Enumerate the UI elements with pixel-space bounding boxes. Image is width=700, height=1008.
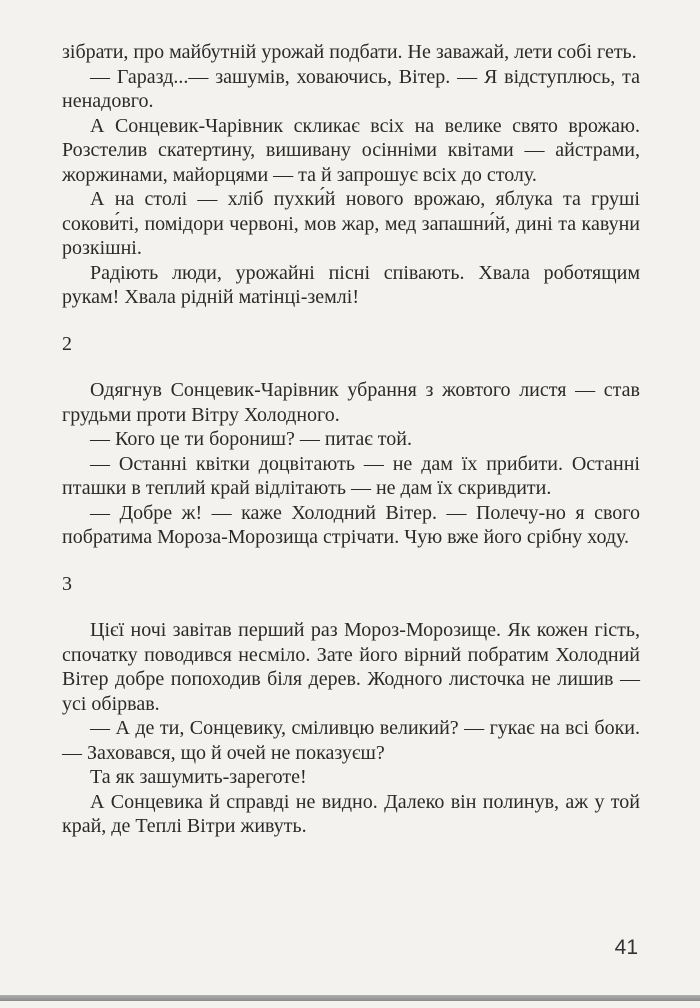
paragraph: зібрати, про майбутній урожай подбати. Не заважай, лети собі геть.	[62, 41, 637, 63]
paragraph: — Останні квітки доцвітають — не дам їх прибити. Останні пташки в теплий край відлітають — не дам їх скривдити.	[62, 452, 640, 499]
paragraph: — Добре ж! — каже Холодний Вітер. — Полечу-но я свого побратима Мороза-Морозища стрічати. Чую вже його срібну ходу.	[62, 501, 640, 548]
page-text	[62, 40, 640, 839]
paragraph: Одягнув Сонцевик-Чарівник убрання з жовтого листя — став грудьми проти Вітру Холодного.	[62, 379, 640, 426]
paragraph: — Гаразд...— зашумів, ховаючись, Вітер. — Я відступлюсь, та ненадовго.	[62, 65, 640, 112]
paragraph: А Сонцевика й справді не видно. Далеко він полинув, аж у той край, де Теплі Вітри живуть.	[62, 790, 640, 837]
paragraph: Радіють люди, урожайні пісні співають. Хвала роботящим рукам! Хвала рідній матінці-землі!	[62, 261, 640, 308]
paragraph: Та як зашумить-зареготе!	[90, 766, 307, 788]
paragraph: Цієї ночі завітав перший раз Мороз-Морозище. Як кожен гість, спочатку поводився несміло. Зате його вірний побратим Холодний Вітер добре попоходив біля дерев. Жодного листочка не лишив — усі обірвав.	[62, 619, 640, 715]
page-number: 41	[614, 936, 638, 959]
paragraph: — А де ти, Сонцевику, сміливцю великий? — гукає на всі боки. — Заховався, що й очей не показуєш?	[62, 717, 640, 764]
paragraph: — Кого це ти борониш? — питає той.	[90, 428, 412, 450]
page-bottom-edge	[0, 995, 700, 1001]
paragraph: А Сонцевик-Чарівник скликає всіх на велике свято врожаю. Розстелив скатертину, вишивану осінніми квітами — айстрами, жоржинами, майорцями — та й запрошує всіх до столу.	[62, 114, 640, 186]
section-number: 3	[62, 572, 72, 595]
paragraph: А на столі — хліб пухки́й нового врожаю, яблука та груші сокови́ті, помідори червоні, мов жар, мед запашни́й, дині та кавуни розкішні.	[62, 188, 640, 259]
section-number: 2	[62, 332, 72, 355]
